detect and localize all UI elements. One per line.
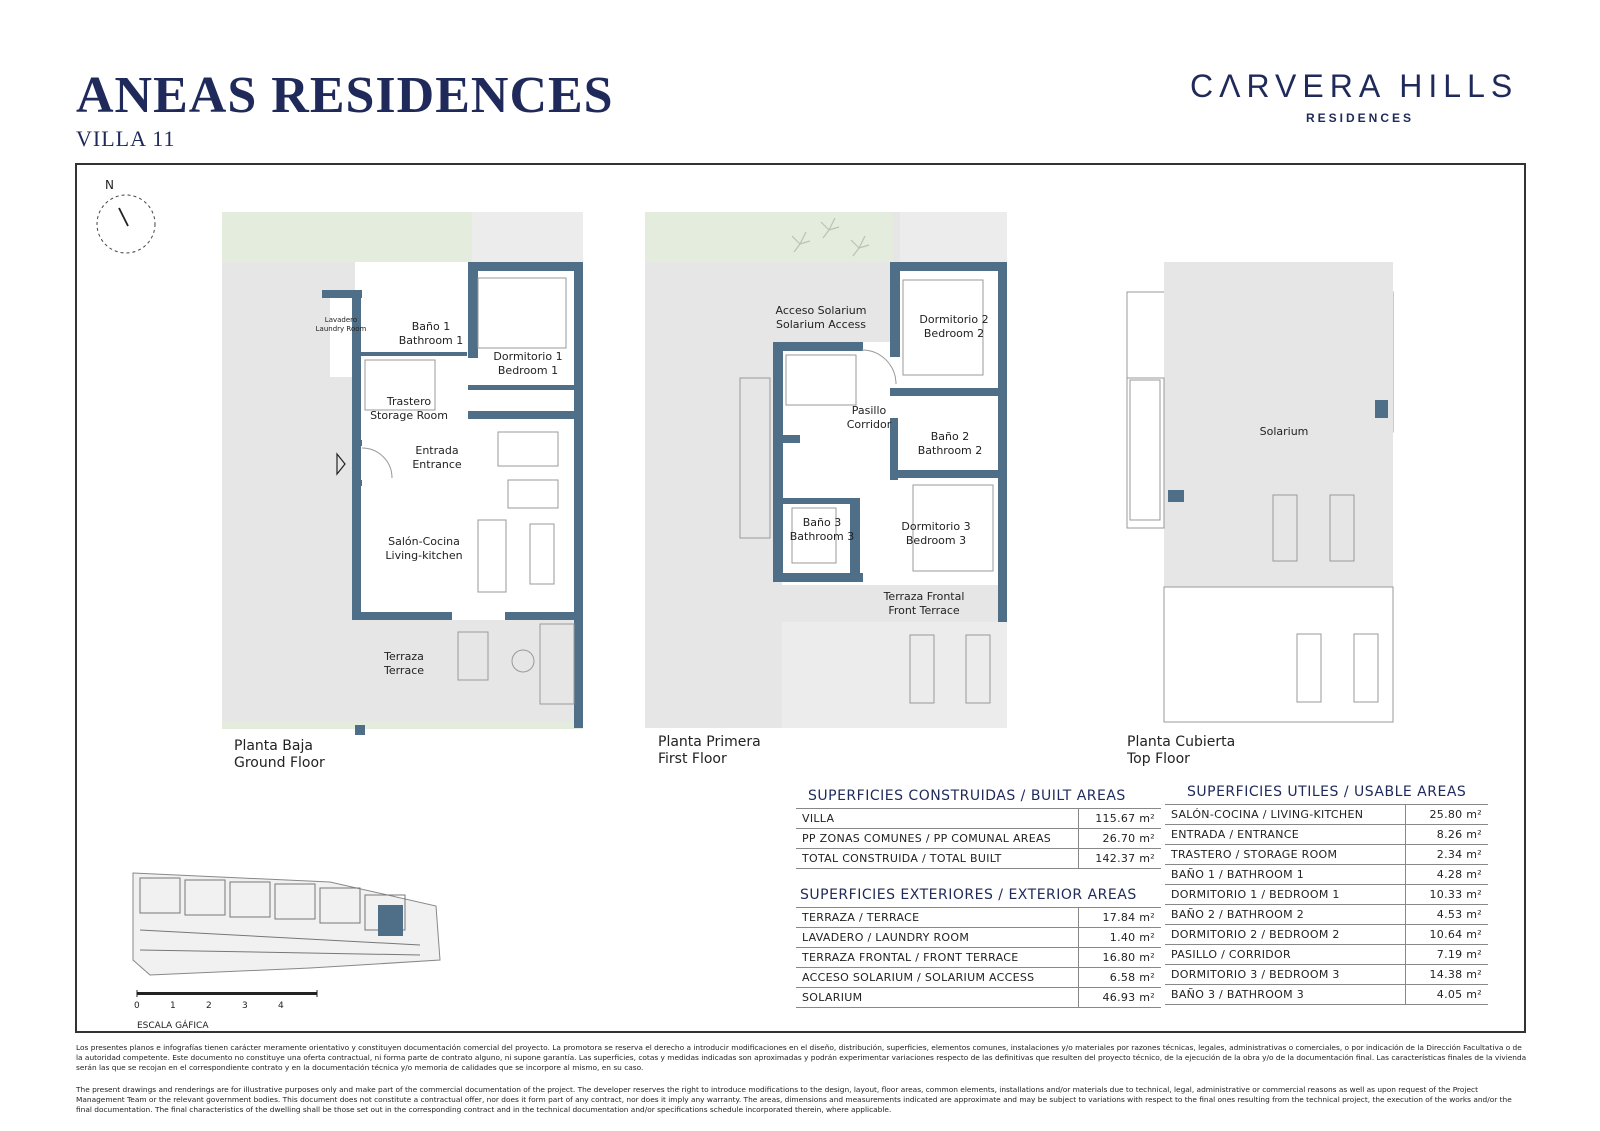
- row-label: LAVADERO / LAUNDRY ROOM: [796, 928, 1079, 948]
- bed1-label-es: Dormitorio 1: [493, 350, 563, 363]
- table-row: [1165, 885, 1488, 905]
- top-floor-name-en: Top Floor: [1127, 751, 1190, 767]
- exterior-areas-title: SUPERFICIES EXTERIORES / EXTERIOR AREAS: [800, 887, 1137, 903]
- row-value: 115.67 m²: [1079, 809, 1162, 829]
- scale-bar: [137, 990, 317, 997]
- row-label: ENTRADA / ENTRANCE: [1165, 825, 1406, 845]
- row-value: 4.53 m²: [1406, 905, 1489, 925]
- brand-subtitle: RESIDENCES: [1306, 111, 1415, 125]
- bath1-label-es: Baño 1: [411, 320, 451, 333]
- bath3-label-es: Baño 3: [802, 516, 842, 529]
- scale-tick: 0: [134, 1001, 140, 1011]
- page-title: ANEAS RESIDENCES: [76, 67, 614, 124]
- top-floor-plan: [1127, 262, 1393, 722]
- table-row: [1165, 945, 1488, 965]
- row-label: BAÑO 3 / BATHROOM 3: [1165, 985, 1406, 1005]
- table-row: [1165, 825, 1488, 845]
- row-value: 17.84 m²: [1079, 908, 1162, 928]
- row-label: SALÓN-COCINA / LIVING-KITCHEN: [1165, 805, 1406, 825]
- scale-tick: 3: [242, 1001, 248, 1011]
- scale-tick: 4: [278, 1001, 284, 1011]
- row-label: DORMITORIO 2 / BEDROOM 2: [1165, 925, 1406, 945]
- table-row: [1165, 805, 1488, 825]
- row-value: 2.34 m²: [1406, 845, 1489, 865]
- brand-logo: CΛRVERA HILLS: [1190, 68, 1519, 104]
- storage-label-en: Storage Room: [370, 409, 448, 422]
- bed1-label-en: Bedroom 1: [497, 364, 559, 377]
- scale-tick: 1: [170, 1001, 176, 1011]
- ground-floor-title: [234, 738, 325, 772]
- villa-subtitle: VILLA 11: [76, 126, 176, 151]
- first-floor-name-es: Planta Primera: [658, 734, 761, 750]
- solarium-access-label-en: Solarium Access: [776, 318, 866, 331]
- entrance-label-en: Entrance: [412, 458, 462, 471]
- bath2-label-en: Bathroom 2: [917, 444, 983, 457]
- row-value: 1.40 m²: [1079, 928, 1162, 948]
- row-value: 4.28 m²: [1406, 865, 1489, 885]
- row-value: 10.64 m²: [1406, 925, 1489, 945]
- table-row: [1165, 925, 1488, 945]
- row-value: 4.05 m²: [1406, 985, 1489, 1005]
- bed3-label-es: Dormitorio 3: [901, 520, 971, 533]
- row-label: BAÑO 2 / BATHROOM 2: [1165, 905, 1406, 925]
- laundry-label-es: Lavadero: [324, 316, 358, 324]
- row-label: TRASTERO / STORAGE ROOM: [1165, 845, 1406, 865]
- row-value: 16.80 m²: [1079, 948, 1162, 968]
- top-floor-name-es: Planta Cubierta: [1127, 734, 1236, 750]
- built-areas-table: [796, 788, 1161, 869]
- usable-areas-title: SUPERFICIES UTILES / USABLE AREAS: [1187, 784, 1467, 800]
- living-label-en: Living-kitchen: [385, 549, 463, 562]
- top-floor-title: [1127, 734, 1235, 768]
- terrace-label-en: Terrace: [383, 664, 425, 677]
- row-label: DORMITORIO 1 / BEDROOM 1: [1165, 885, 1406, 905]
- bed3-label-en: Bedroom 3: [905, 534, 967, 547]
- first-floor-title: [658, 734, 761, 768]
- row-value: 46.93 m²: [1079, 988, 1162, 1008]
- table-row: [796, 829, 1161, 849]
- corridor-label-en: Corridor: [846, 418, 892, 431]
- ground-floor-name-en: Ground Floor: [234, 755, 325, 771]
- table-row: [796, 849, 1161, 869]
- table-row: [1165, 985, 1488, 1005]
- row-label: BAÑO 1 / BATHROOM 1: [1165, 865, 1406, 885]
- scale-tick: 2: [206, 1001, 212, 1011]
- row-value: 25.80 m²: [1406, 805, 1489, 825]
- scale-label: ESCALA GÁFICA: [137, 1021, 209, 1031]
- bath1-label-en: Bathroom 1: [398, 334, 464, 347]
- corridor-label-es: Pasillo: [851, 404, 887, 417]
- row-label: DORMITORIO 3 / BEDROOM 3: [1165, 965, 1406, 985]
- disclaimer-en: The present drawings and renderings are for illustrative purposes only and make part of the commercial documentation of the project. The developer reserves the right to introduce modifications to the design, layout, floor areas, common elements, installations and/or materials due to technical, legal, administrative or commercial reasons as well as upon request of the Project Management Team or the relevant government bodies. This document does not constitute a contractual offer, nor does it form part of any contract, nor does it imply any warranty. The areas, dimensions and measurements indicated are approximate and may be subject to variations with respect to the final ones resulting from the technical project, the execution of the works and/or the final documentation. The final characteristics of the dwelling shall be those set out in the corresponding contract and in the technical documentation and/or specifications schedule incorporated therein, where applicable.: [76, 1085, 1512, 1114]
- row-label: PP ZONAS COMUNES / PP COMUNAL AREAS: [796, 829, 1079, 849]
- row-value: 10.33 m²: [1406, 885, 1489, 905]
- living-label-es: Salón-Cocina: [388, 535, 460, 548]
- solarium-access-label-es: Acceso Solarium: [775, 304, 867, 317]
- usable-areas-table: [1165, 784, 1488, 1005]
- disclaimer-es: Los presentes planos e infografías tienen carácter meramente orientativo y constituyen documentación comercial del proyecto. La promotora se reserva el derecho a introducir modificaciones en el diseño, distribución, superficies, elementos comunes, instalaciones y/o materiales por razones técnicas, legales, administrativas o comerciales, o por indicación de la Dirección Facultativa o de la autoridad competente. Este documento no constituye una oferta contractual, ni forma parte de contrato alguno, ni supone garantía. Las superficies, cotas y medidas indicadas son aproximadas y podrán experimentar variaciones respecto de las definitivas que resulten del proyecto técnico, de la ejecución de la obra y/o de la documentación final. Las características finales de la vivienda serán las que se recojan en el correspondiente contrato y en la documentación técnica y/o memoria de calidades que se incorpore al mismo, en su caso.: [76, 1043, 1527, 1072]
- row-label: ACCESO SOLARIUM / SOLARIUM ACCESS: [796, 968, 1079, 988]
- laundry-label-en: Laundry Room: [315, 325, 367, 333]
- storage-label-es: Trastero: [386, 395, 432, 408]
- first-floor-plan: [645, 212, 1007, 728]
- row-value: 26.70 m²: [1079, 829, 1162, 849]
- first-floor-name-en: First Floor: [658, 751, 727, 767]
- table-row: [796, 908, 1161, 928]
- exterior-areas-table: [796, 887, 1161, 1008]
- site-plan: [133, 873, 440, 975]
- terrace-label-es: Terraza: [384, 650, 424, 663]
- bath3-label-en: Bathroom 3: [789, 530, 855, 543]
- row-label: TOTAL CONSTRUIDA / TOTAL BUILT: [796, 849, 1079, 869]
- row-label: PASILLO / CORRIDOR: [1165, 945, 1406, 965]
- row-value: 8.26 m²: [1406, 825, 1489, 845]
- row-value: 14.38 m²: [1406, 965, 1489, 985]
- front-terrace-label-es: Terraza Frontal: [883, 590, 965, 603]
- table-row: [796, 948, 1161, 968]
- built-areas-title: SUPERFICIES CONSTRUIDAS / BUILT AREAS: [808, 788, 1126, 804]
- row-value: 7.19 m²: [1406, 945, 1489, 965]
- table-row: [1165, 965, 1488, 985]
- table-row: [1165, 845, 1488, 865]
- bed2-label-es: Dormitorio 2: [919, 313, 989, 326]
- row-label: TERRAZA FRONTAL / FRONT TERRACE: [796, 948, 1079, 968]
- ground-floor-name-es: Planta Baja: [234, 738, 313, 754]
- row-label: VILLA: [796, 809, 1079, 829]
- bath2-label-es: Baño 2: [930, 430, 970, 443]
- table-row: [796, 928, 1161, 948]
- table-row: [796, 968, 1161, 988]
- row-label: TERRAZA / TERRACE: [796, 908, 1079, 928]
- solarium-label: Solarium: [1259, 425, 1309, 438]
- bed2-label-en: Bedroom 2: [923, 327, 985, 340]
- north-label: N: [105, 178, 114, 192]
- table-row: [1165, 865, 1488, 885]
- row-value: 142.37 m²: [1079, 849, 1162, 869]
- table-row: [796, 809, 1161, 829]
- table-row: [796, 988, 1161, 1008]
- compass-icon: [97, 195, 155, 253]
- row-value: 6.58 m²: [1079, 968, 1162, 988]
- row-label: SOLARIUM: [796, 988, 1079, 1008]
- front-terrace-label-en: Front Terrace: [888, 604, 960, 617]
- table-row: [1165, 905, 1488, 925]
- entrance-label-es: Entrada: [415, 444, 459, 457]
